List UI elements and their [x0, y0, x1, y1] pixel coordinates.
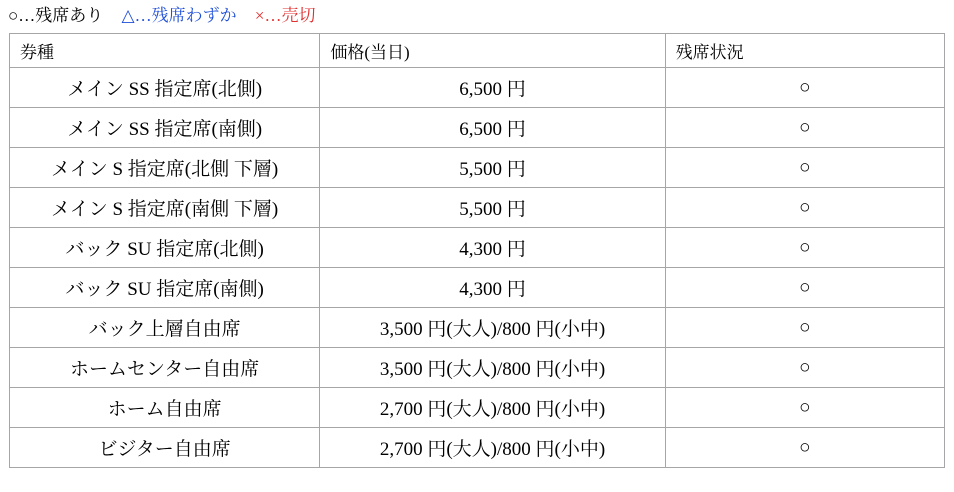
cell-price: 3,500 円(大人)/800 円(小中) [320, 308, 665, 348]
status-mark: ○ [799, 116, 811, 138]
status-mark: ○ [799, 396, 811, 418]
table-row [10, 348, 945, 388]
cell-price: 5,500 円 [320, 188, 665, 228]
legend-separator-available: … [18, 6, 36, 25]
status-mark: ○ [799, 316, 811, 338]
table-row [10, 68, 945, 108]
status-mark: ○ [799, 276, 811, 298]
cell-status [665, 148, 944, 188]
status-mark: ○ [799, 196, 811, 218]
cell-status [665, 188, 944, 228]
legend-label-available: 残席あり [35, 6, 104, 25]
legend-item-available [8, 5, 103, 27]
cell-ticket-type: バック SU 指定席(北側) [10, 228, 320, 268]
column-header-status: 残席状況 [665, 34, 944, 68]
cell-ticket-type: バック上層自由席 [10, 308, 320, 348]
cell-status [665, 228, 944, 268]
triangle-icon: △ [121, 6, 135, 25]
cell-ticket-type: ホームセンター自由席 [10, 348, 320, 388]
status-mark: ○ [799, 436, 811, 458]
status-mark: ○ [799, 76, 811, 98]
cross-icon: × [254, 6, 265, 25]
cell-status [665, 108, 944, 148]
table-header-row [10, 34, 945, 68]
cell-price: 4,300 円 [320, 268, 665, 308]
cell-price: 6,500 円 [320, 68, 665, 108]
ticket-table [9, 33, 945, 468]
legend [0, 0, 954, 31]
cell-ticket-type: メイン S 指定席(南側 下層) [10, 188, 320, 228]
cell-status [665, 348, 944, 388]
table-row [10, 308, 945, 348]
cell-status [665, 388, 944, 428]
circle-icon: ○ [8, 6, 19, 25]
cell-status [665, 268, 944, 308]
table-row [10, 108, 945, 148]
column-header-type: 券種 [10, 34, 320, 68]
cell-price: 6,500 円 [320, 108, 665, 148]
cell-price: 5,500 円 [320, 148, 665, 188]
legend-label-few: 残席わずか [151, 6, 237, 25]
cell-price: 2,700 円(大人)/800 円(小中) [320, 428, 665, 468]
status-mark: ○ [799, 156, 811, 178]
status-mark: ○ [799, 356, 811, 378]
table-row [10, 268, 945, 308]
cell-price: 2,700 円(大人)/800 円(小中) [320, 388, 665, 428]
status-mark: ○ [799, 236, 811, 258]
cell-status [665, 68, 944, 108]
cell-ticket-type: ホーム自由席 [10, 388, 320, 428]
cell-ticket-type: メイン SS 指定席(北側) [10, 68, 320, 108]
cell-price: 3,500 円(大人)/800 円(小中) [320, 348, 665, 388]
table-row [10, 428, 945, 468]
table-row [10, 228, 945, 268]
cell-ticket-type: バック SU 指定席(南側) [10, 268, 320, 308]
legend-item-soldout [255, 5, 316, 27]
cell-ticket-type: ビジター自由席 [10, 428, 320, 468]
table-row [10, 148, 945, 188]
cell-ticket-type: メイン S 指定席(北側 下層) [10, 148, 320, 188]
column-header-price: 価格(当日) [320, 34, 665, 68]
table-row [10, 188, 945, 228]
cell-price: 4,300 円 [320, 228, 665, 268]
legend-label-soldout: 売切 [281, 6, 316, 25]
legend-item-few [122, 5, 237, 27]
cell-ticket-type: メイン SS 指定席(南側) [10, 108, 320, 148]
table-row [10, 388, 945, 428]
legend-separator-soldout: … [264, 6, 282, 25]
cell-status [665, 428, 944, 468]
cell-status [665, 308, 944, 348]
legend-separator-few: … [134, 6, 152, 25]
